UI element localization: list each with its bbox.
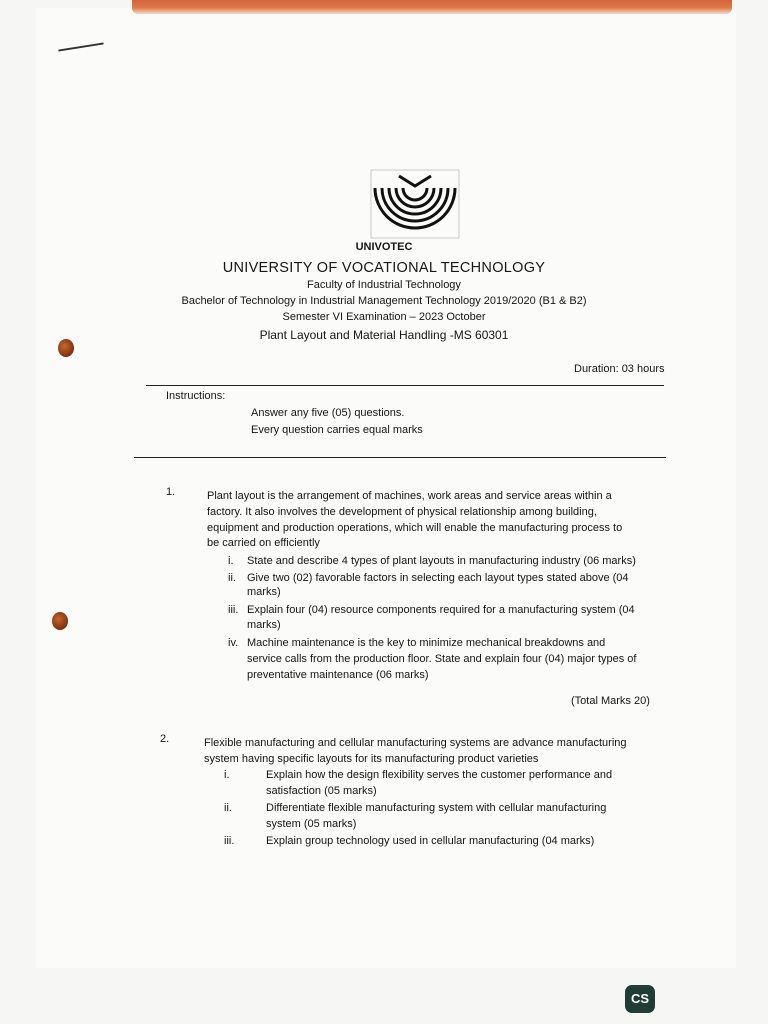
duration: Duration: 03 hours — [574, 363, 665, 375]
part-line: marks) — [247, 619, 281, 631]
camscanner-icon: CS — [625, 985, 655, 1013]
question-intro-line: factory. It also involves the development of physical relationship among building, — [207, 506, 597, 518]
part-label: i. — [228, 555, 234, 567]
part-line: Differentiate flexible manufacturing system with cellular manufacturing — [266, 802, 607, 814]
part-line: Machine maintenance is the key to minimize mechanical breakdowns and — [247, 637, 606, 649]
part-label: iii. — [228, 604, 239, 616]
part-label: i. — [224, 769, 230, 781]
logo-text: UNIVOTEC — [355, 241, 413, 253]
degree-program: Bachelor of Technology in Industrial Management Technology 2019/2020 (B1 & B2) — [181, 295, 587, 307]
part-line: service calls from the production floor. State and explain four (04) major types of — [247, 653, 637, 665]
instructions-label: Instructions: — [166, 390, 226, 402]
punch-hole-bottom — [52, 612, 68, 630]
faculty-name: Faculty of Industrial Technology — [307, 279, 461, 291]
divider-bottom — [134, 457, 666, 458]
part-label: ii. — [224, 802, 232, 814]
part-line: State and describe 4 types of plant layouts in manufacturing industry (06 marks) — [247, 555, 636, 567]
instruction-line: Answer any five (05) questions. — [251, 407, 405, 419]
question-intro-line: be carried on efficiently — [207, 537, 320, 549]
question-intro-line: Flexible manufacturing and cellular manufacturing systems are advance manufacturing — [204, 737, 627, 749]
question-intro-line: equipment and production operations, which will enable the manufacturing process to — [207, 522, 623, 534]
question-number: 2. — [160, 733, 170, 745]
exam-title: Semester VI Examination – 2023 October — [282, 311, 486, 323]
question-intro-line: system having specific layouts for its manufacturing product varieties — [204, 753, 539, 765]
part-line: satisfaction (05 marks) — [266, 785, 377, 797]
part-line: Give two (02) favorable factors in selecting each layout types stated above (04 — [247, 572, 629, 584]
divider-top — [146, 385, 664, 386]
instruction-line: Every question carries equal marks — [251, 424, 423, 436]
course-title: Plant Layout and Material Handling -MS 60301 — [259, 328, 509, 342]
part-line: preventative maintenance (06 marks) — [247, 669, 429, 681]
part-label: iv. — [228, 637, 239, 649]
part-line: Explain group technology used in cellular manufacturing (04 marks) — [266, 835, 595, 847]
part-line: Explain four (04) resource components required for a manufacturing system (04 — [247, 604, 635, 616]
total-marks: (Total Marks 20) — [571, 695, 650, 707]
part-line: Explain how the design flexibility serves the customer performance and — [266, 769, 613, 781]
page-edge-band — [132, 0, 732, 14]
university-name: UNIVERSITY OF VOCATIONAL TECHNOLOGY — [222, 260, 546, 276]
part-label: ii. — [228, 572, 236, 584]
question-number: 1. — [166, 486, 176, 498]
question-intro-line: Plant layout is the arrangement of machines, work areas and service areas within a — [207, 490, 612, 502]
part-line: system (05 marks) — [266, 818, 357, 830]
univotec-logo-icon — [369, 168, 461, 240]
part-label: iii. — [224, 835, 235, 847]
part-line: marks) — [247, 586, 281, 598]
